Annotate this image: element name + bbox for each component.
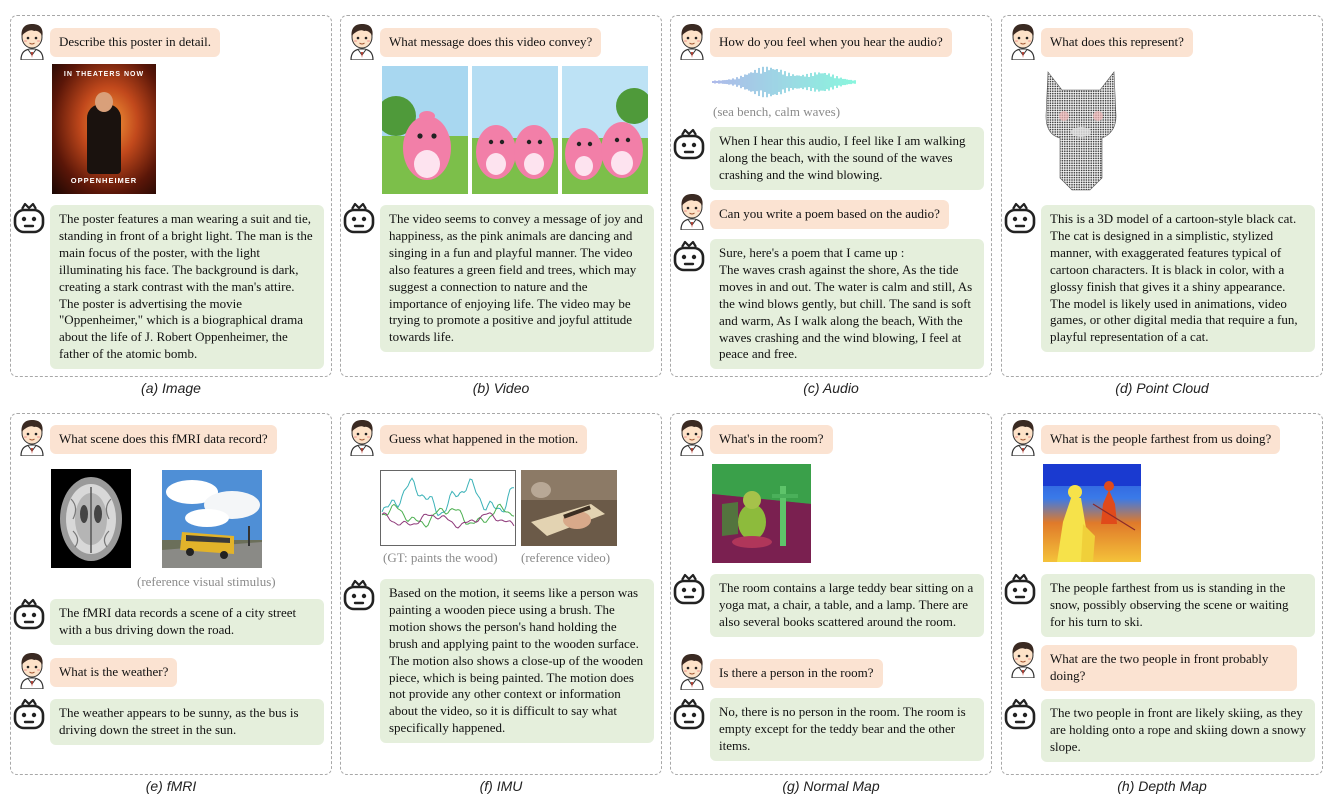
imu-signal-plot (380, 470, 516, 546)
user-question: What message does this video convey? (380, 28, 601, 57)
robot-icon (672, 239, 706, 273)
caption-normal-map: (g) Normal Map (782, 778, 880, 794)
user-question: Can you write a poem based on the audio? (710, 200, 949, 229)
user-avatar-icon (675, 192, 709, 230)
video-frame-3 (562, 66, 648, 194)
assistant-answer: When I hear this audio, I feel like I am walking along the beach, with the sound of the waves crashing and the wind blowing. (710, 127, 984, 190)
assistant-answer: Based on the motion, it seems like a person was painting a wooden piece using a brush. The motion shows the person's hand holding the brush and applying paint to the wooden surface. The motion also shows a close-up of the wooden piece, which is being painted. The motion does not provide any other context or information about the video, so it is difficult to say what specifically happened. (380, 579, 654, 743)
point-cloud-cat (1042, 66, 1120, 196)
reference-video-frame (521, 470, 617, 546)
robot-icon (1003, 572, 1037, 606)
assistant-answer: The two people in front are likely skiing, as they are holding onto a rope and skiing down a snowy slope. (1041, 699, 1315, 762)
robot-icon (342, 578, 376, 612)
user-question: Describe this poster in detail. (50, 28, 220, 57)
video-frames (382, 66, 648, 194)
video-frame-2 (472, 66, 558, 194)
user-question: How do you feel when you hear the audio? (710, 28, 952, 57)
caption-audio: (c) Audio (803, 380, 859, 396)
fmri-note: (reference visual stimulus) (137, 574, 276, 589)
user-avatar-icon (675, 418, 709, 456)
assistant-answer: The room contains a large teddy bear sitting on a yoga mat, a chair, a table, and a lamp. There are also several books scattered around the room. (710, 574, 984, 637)
poster-figure (87, 104, 121, 174)
assistant-answer: The weather appears to be sunny, as the bus is driving down the street in the sun. (50, 699, 324, 745)
assistant-answer: This is a 3D model of a cartoon-style black cat. The cat is designed in a simplistic, stylized manner, with exaggerated features typical of cartoon characters. It is black in color, with a glossy finish that gives it a shiny appearance. The model is likely used in animations, video games, or other digital media that require a fun, playful representation of a cat. (1041, 205, 1315, 352)
poster-title: OPPENHEIMER (70, 176, 138, 185)
assistant-answer: The people farthest from us is standing in the snow, possibly observing the scene or waiting for his turn to ski. (1041, 574, 1315, 637)
robot-icon (12, 597, 46, 631)
user-avatar-icon (15, 651, 49, 689)
caption-video: (b) Video (472, 380, 530, 396)
reference-bus-photo (162, 470, 262, 568)
robot-icon (12, 201, 46, 235)
user-avatar-icon (1006, 418, 1040, 456)
user-avatar-icon (675, 652, 709, 690)
user-question: Is there a person in the room? (710, 659, 883, 688)
poster-tagline: IN THEATERS NOW (63, 71, 145, 78)
imu-reference-video-label: (reference video) (521, 550, 611, 565)
user-avatar-icon (345, 22, 379, 60)
assistant-answer: The poster features a man wearing a suit and tie, standing in front of a bright light. The man is the main focus of the poster, with the light illuminating his face. The background is dark, creating a stark contrast with the man's attire. The poster is advertising the movie "Oppenheimer," which is a biographical drama about the life of J. Robert Oppenheimer, the father of the atomic bomb. (50, 205, 324, 369)
robot-icon (672, 127, 706, 161)
user-question: What is the weather? (50, 658, 177, 687)
robot-icon (342, 201, 376, 235)
assistant-answer: Sure, here's a poem that I came up : The waves crash against the shore, As the tide moves in and out. The water is calm and still, As the wind blows gently, but chill. The sand is soft and warm, As I walk along the beach, With the waves crashing and the wind blowing, I feel at peace and free. (710, 239, 984, 369)
fmri-brain-scan (51, 469, 131, 568)
imu-ground-truth: (GT: paints the wood) (383, 550, 498, 565)
user-question: What is the people farthest from us doing? (1041, 425, 1280, 454)
caption-imu: (f) IMU (479, 778, 523, 794)
caption-fmri: (e) fMRI (145, 778, 197, 794)
user-avatar-icon (345, 418, 379, 456)
user-avatar-icon (1006, 22, 1040, 60)
user-question: What does this represent? (1041, 28, 1193, 57)
normal-map-image (712, 464, 811, 563)
audio-note: (sea bench, calm waves) (713, 104, 841, 119)
robot-icon (1003, 697, 1037, 731)
video-frame-1 (382, 66, 468, 194)
user-question: Guess what happened in the motion. (380, 425, 587, 454)
user-avatar-icon (15, 22, 49, 60)
robot-icon (672, 697, 706, 731)
caption-depth-map: (h) Depth Map (1117, 778, 1207, 794)
poster-figure-head (95, 92, 113, 112)
assistant-answer: The video seems to convey a message of joy and happiness, as the pink animals are dancing and singing in a fun and playful manner. The video also features a green field and trees, which may suggest a connection to nature and the importance of enjoying life. The video may be trying to promote a positive and joyful attitude towards life. (380, 205, 654, 352)
robot-icon (12, 697, 46, 731)
robot-icon (672, 572, 706, 606)
user-avatar-icon (1006, 640, 1040, 678)
audio-waveform (711, 64, 861, 100)
depth-map-image (1043, 464, 1141, 562)
caption-point-cloud: (d) Point Cloud (1115, 380, 1209, 396)
oppenheimer-poster (52, 64, 156, 194)
caption-image: (a) Image (141, 380, 201, 396)
user-question: What scene does this fMRI data record? (50, 425, 277, 454)
assistant-answer: No, there is no person in the room. The room is empty except for the teddy bear and the other items. (710, 698, 984, 761)
user-avatar-icon (675, 22, 709, 60)
assistant-answer: The fMRI data records a scene of a city street with a bus driving down the road. (50, 599, 324, 645)
user-question: What are the two people in front probably doing? (1041, 645, 1297, 691)
robot-icon (1003, 201, 1037, 235)
user-question: What's in the room? (710, 425, 833, 454)
user-avatar-icon (15, 418, 49, 456)
